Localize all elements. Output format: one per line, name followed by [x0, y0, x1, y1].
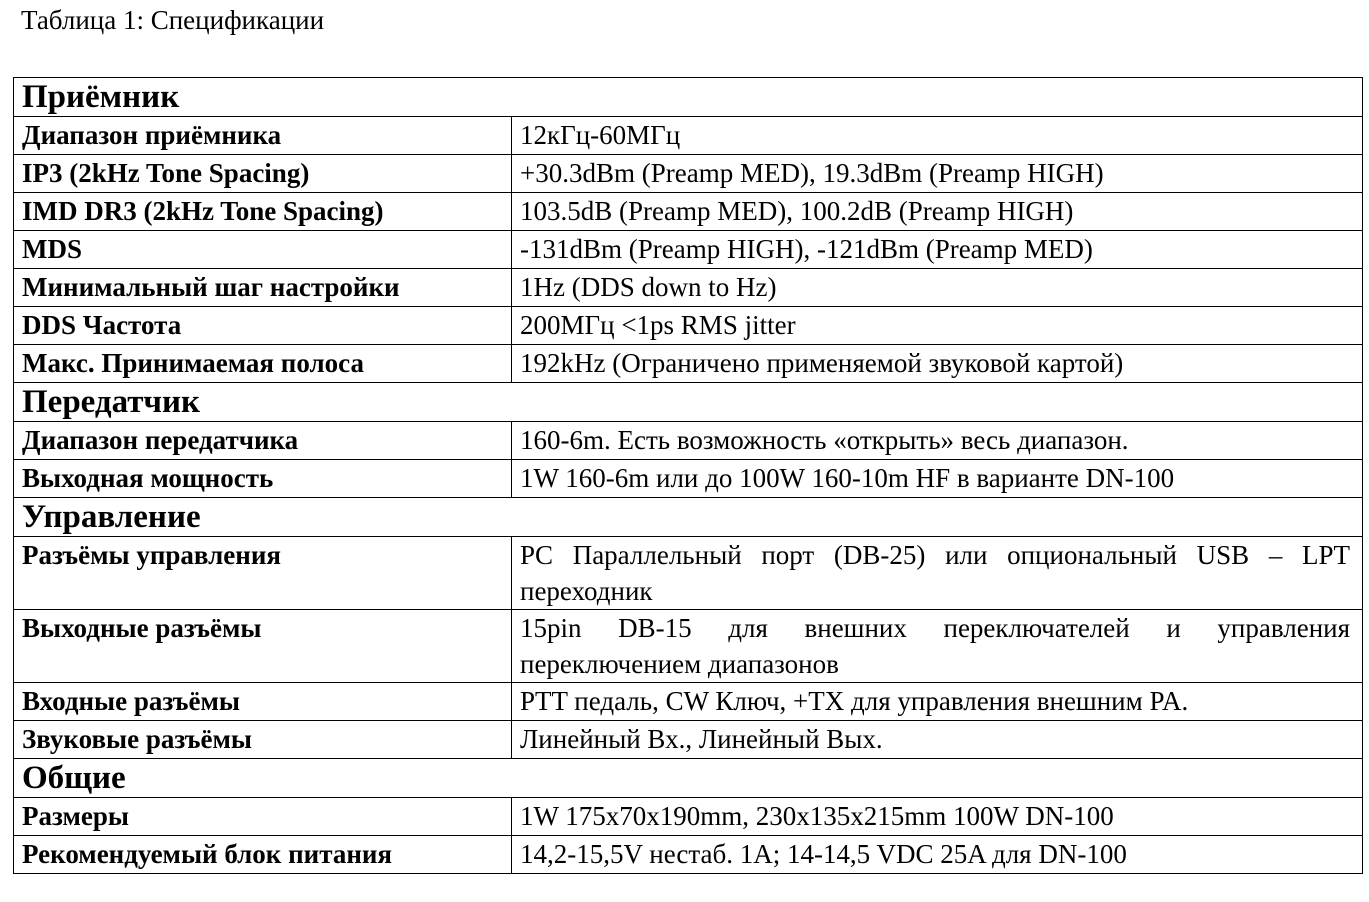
row-value: +30.3dBm (Preamp MED), 19.3dBm (Preamp HIGH): [512, 155, 1363, 193]
row-label: DDS Частота: [14, 307, 512, 345]
table-row: [14, 231, 1363, 269]
row-label: Выходная мощность: [14, 460, 512, 498]
row-label: MDS: [14, 231, 512, 269]
row-value: 200МГц <1ps RMS jitter: [512, 307, 1363, 345]
section-header-row: [14, 498, 1363, 537]
row-value: 14,2-15,5V нестаб. 1A; 14-14,5 VDC 25A для DN-100: [512, 836, 1363, 874]
section-title-receiver: Приёмник: [14, 78, 1363, 117]
row-label: Рекомендуемый блок питания: [14, 836, 512, 874]
table-row: [14, 269, 1363, 307]
row-label: Диапазон передатчика: [14, 422, 512, 460]
row-label: Входные разъёмы: [14, 683, 512, 721]
table-row: [14, 460, 1363, 498]
row-value: -131dBm (Preamp HIGH), -121dBm (Preamp MED): [512, 231, 1363, 269]
row-label: Минимальный шаг настройки: [14, 269, 512, 307]
row-value: 103.5dB (Preamp MED), 100.2dB (Preamp HIGH): [512, 193, 1363, 231]
row-label: Разъёмы управления: [14, 537, 512, 610]
row-value: 192kHz (Ограничено применяемой звуковой картой): [512, 345, 1363, 383]
row-value: 1Hz (DDS down to Hz): [512, 269, 1363, 307]
row-label: IMD DR3 (2kHz Tone Spacing): [14, 193, 512, 231]
row-label: Макс. Принимаемая полоса: [14, 345, 512, 383]
row-value: 1W 175x70x190mm, 230x135x215mm 100W DN-100: [512, 798, 1363, 836]
row-label: Выходные разъёмы: [14, 610, 512, 683]
section-title-transmitter: Передатчик: [14, 383, 1363, 422]
table-row: [14, 422, 1363, 460]
row-label: Звуковые разъёмы: [14, 721, 512, 759]
row-value: 1W 160-6m или до 100W 160-10m HF в варианте DN-100: [512, 460, 1363, 498]
table-row: [14, 721, 1363, 759]
table-row: [14, 683, 1363, 721]
row-value: 15pin DB-15 для внешних переключателей и управления переключением диапазонов: [512, 610, 1363, 683]
table-caption: Таблица 1: Спецификации: [21, 5, 325, 35]
section-title-control: Управление: [14, 498, 1363, 537]
table-row: [14, 537, 1363, 610]
row-value: Линейный Вх., Линейный Вых.: [512, 721, 1363, 759]
table-row: [14, 610, 1363, 683]
row-value: PC Параллельный порт (DB-25) или опциональный USB – LPT переходник: [512, 537, 1363, 610]
table-row: [14, 307, 1363, 345]
table-row: [14, 193, 1363, 231]
section-title-general: Общие: [14, 759, 1363, 798]
row-value: 12кГц-60МГц: [512, 117, 1363, 155]
table-row: [14, 836, 1363, 874]
row-value: 160-6m. Есть возможность «открыть» весь диапазон.: [512, 422, 1363, 460]
row-value: PTT педаль, CW Ключ, +TX для управления внешним PA.: [512, 683, 1363, 721]
table-row: [14, 155, 1363, 193]
section-header-row: [14, 383, 1363, 422]
spec-table: [13, 77, 1363, 874]
table-row: [14, 798, 1363, 836]
section-header-row: [14, 759, 1363, 798]
row-label: Размеры: [14, 798, 512, 836]
row-label: IP3 (2kHz Tone Spacing): [14, 155, 512, 193]
row-label: Диапазон приёмника: [14, 117, 512, 155]
section-header-row: [14, 78, 1363, 117]
table-row: [14, 117, 1363, 155]
table-row: [14, 345, 1363, 383]
